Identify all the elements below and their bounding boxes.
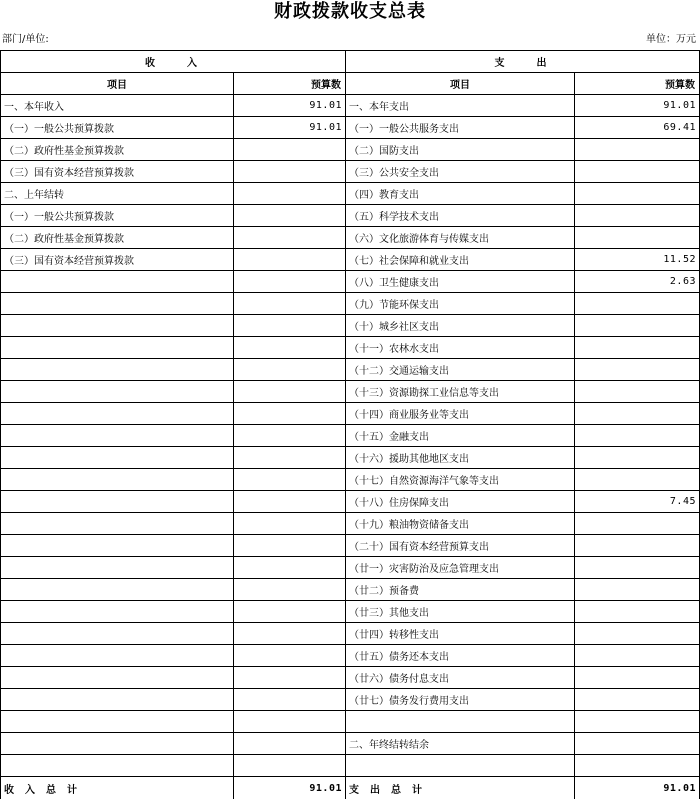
table-row	[1, 381, 700, 403]
expense-item-cell: （廿七）债务发行费用支出	[346, 689, 575, 711]
income-total-amount: 91.01	[234, 777, 346, 799]
income-amount-cell	[234, 293, 346, 315]
expense-item-cell: （十五）金融支出	[346, 425, 575, 447]
expense-amount-cell	[575, 623, 700, 645]
table-row	[1, 139, 700, 161]
table-row	[1, 337, 700, 359]
income-amount-cell	[234, 337, 346, 359]
table-row	[1, 579, 700, 601]
expense-amount-cell	[575, 337, 700, 359]
income-item-cell	[1, 689, 234, 711]
income-amount-cell	[234, 755, 346, 777]
table-row	[1, 293, 700, 315]
expense-amount-cell	[575, 227, 700, 249]
table-row	[1, 535, 700, 557]
income-amount-cell	[234, 557, 346, 579]
table-row	[1, 227, 700, 249]
income-item-cell	[1, 491, 234, 513]
income-item-cell	[1, 425, 234, 447]
income-item-cell	[1, 645, 234, 667]
expense-item-cell: （八）卫生健康支出	[346, 271, 575, 293]
table-row	[1, 711, 700, 733]
income-amount-cell	[234, 447, 346, 469]
table-row	[1, 513, 700, 535]
expense-item-cell: （六）文化旅游体育与传媒支出	[346, 227, 575, 249]
expense-amount-cell	[575, 755, 700, 777]
expense-amount-cell	[575, 601, 700, 623]
income-item-cell: （三）国有资本经营预算拨款	[1, 161, 234, 183]
income-amount-cell	[234, 579, 346, 601]
budget-summary-table	[0, 50, 700, 799]
income-item-cell	[1, 469, 234, 491]
income-amount-cell	[234, 733, 346, 755]
income-item-cell: （一）一般公共预算拨款	[1, 205, 234, 227]
income-amount-cell	[234, 359, 346, 381]
income-item-cell	[1, 359, 234, 381]
income-amount-cell	[234, 623, 346, 645]
table-row	[1, 733, 700, 755]
expense-item-cell: 一、本年支出	[346, 95, 575, 117]
table-row	[1, 491, 700, 513]
table-row	[1, 359, 700, 381]
expense-item-cell: （九）节能环保支出	[346, 293, 575, 315]
expense-item-cell: （四）教育支出	[346, 183, 575, 205]
income-item-cell: 二、上年结转	[1, 183, 234, 205]
expense-amount-cell	[575, 425, 700, 447]
expense-amount-cell	[575, 733, 700, 755]
expense-item-cell: （十九）粮油物资储备支出	[346, 513, 575, 535]
income-amount-cell	[234, 227, 346, 249]
income-item-cell: （三）国有资本经营预算拨款	[1, 249, 234, 271]
expense-item-cell: （七）社会保障和就业支出	[346, 249, 575, 271]
income-item-cell	[1, 601, 234, 623]
income-item-cell	[1, 733, 234, 755]
expense-amount-cell	[575, 139, 700, 161]
expense-amount-cell	[575, 667, 700, 689]
expense-item-cell: （二十）国有资本经营预算支出	[346, 535, 575, 557]
income-item-cell	[1, 315, 234, 337]
expense-amount-cell: 2.63	[575, 271, 700, 293]
income-amount-cell	[234, 315, 346, 337]
expense-amount-cell	[575, 579, 700, 601]
expense-item-cell: （十六）援助其他地区支出	[346, 447, 575, 469]
income-item-header: 项目	[1, 73, 234, 95]
expense-amount-cell	[575, 447, 700, 469]
expense-item-cell: （五）科学技术支出	[346, 205, 575, 227]
expense-item-cell: （十）城乡社区支出	[346, 315, 575, 337]
expense-amount-cell	[575, 183, 700, 205]
expense-budget-header: 预算数	[575, 73, 700, 95]
expense-item-cell: （一）一般公共服务支出	[346, 117, 575, 139]
expense-item-cell: （廿四）转移性支出	[346, 623, 575, 645]
table-row	[1, 271, 700, 293]
income-section-header: 收 入	[1, 51, 346, 73]
income-amount-cell	[234, 535, 346, 557]
expense-amount-cell	[575, 557, 700, 579]
column-header-row	[1, 73, 700, 95]
income-item-cell	[1, 667, 234, 689]
expense-amount-cell	[575, 359, 700, 381]
expense-item-cell: （三）公共安全支出	[346, 161, 575, 183]
table-row	[1, 447, 700, 469]
income-amount-cell	[234, 601, 346, 623]
total-row	[1, 777, 700, 799]
table-row	[1, 117, 700, 139]
income-amount-cell	[234, 667, 346, 689]
income-item-cell	[1, 403, 234, 425]
expense-item-cell	[346, 711, 575, 733]
table-row	[1, 403, 700, 425]
income-item-cell	[1, 381, 234, 403]
expense-item-cell: （十四）商业服务业等支出	[346, 403, 575, 425]
table-body	[1, 95, 700, 777]
expense-section-header: 支 出	[346, 51, 700, 73]
table-row	[1, 601, 700, 623]
income-total-label: 收入总计	[1, 777, 234, 799]
income-item-cell	[1, 513, 234, 535]
expense-item-cell	[346, 755, 575, 777]
expense-item-cell: （廿三）其他支出	[346, 601, 575, 623]
income-amount-cell	[234, 139, 346, 161]
income-amount-cell	[234, 183, 346, 205]
expense-amount-cell	[575, 469, 700, 491]
income-item-cell: （二）政府性基金预算拨款	[1, 139, 234, 161]
income-item-cell	[1, 755, 234, 777]
income-item-cell: （一）一般公共预算拨款	[1, 117, 234, 139]
income-amount-cell	[234, 425, 346, 447]
income-item-cell: 一、本年收入	[1, 95, 234, 117]
income-item-cell	[1, 337, 234, 359]
income-item-cell	[1, 293, 234, 315]
income-item-cell	[1, 579, 234, 601]
expense-item-cell: 二、年终结转结余	[346, 733, 575, 755]
expense-amount-cell	[575, 315, 700, 337]
expense-item-cell: （十三）资源勘探工业信息等支出	[346, 381, 575, 403]
department-label: 部门/单位:	[2, 34, 49, 45]
income-amount-cell: 91.01	[234, 117, 346, 139]
expense-item-cell: （二）国防支出	[346, 139, 575, 161]
table-row	[1, 689, 700, 711]
table-row	[1, 249, 700, 271]
expense-amount-cell	[575, 161, 700, 183]
income-amount-cell	[234, 381, 346, 403]
expense-amount-cell: 11.52	[575, 249, 700, 271]
income-amount-cell	[234, 161, 346, 183]
expense-total-amount: 91.01	[575, 777, 700, 799]
table-row	[1, 205, 700, 227]
table-row	[1, 667, 700, 689]
expense-amount-cell	[575, 205, 700, 227]
expense-item-cell: （廿二）预备费	[346, 579, 575, 601]
income-amount-cell	[234, 711, 346, 733]
table-row	[1, 95, 700, 117]
unit-label: 单位：万元	[646, 34, 696, 45]
expense-amount-cell: 7.45	[575, 491, 700, 513]
income-item-cell	[1, 623, 234, 645]
expense-amount-cell	[575, 403, 700, 425]
expense-item-cell: （十二）交通运输支出	[346, 359, 575, 381]
table-row	[1, 425, 700, 447]
income-item-cell	[1, 557, 234, 579]
table-row	[1, 161, 700, 183]
table-row	[1, 469, 700, 491]
income-budget-header: 预算数	[234, 73, 346, 95]
expense-amount-cell	[575, 381, 700, 403]
expense-amount-cell	[575, 645, 700, 667]
income-amount-cell	[234, 469, 346, 491]
expense-item-cell: （十七）自然资源海洋气象等支出	[346, 469, 575, 491]
section-header-row	[1, 51, 700, 73]
expense-item-header: 项目	[346, 73, 575, 95]
expense-item-cell: （廿五）债务还本支出	[346, 645, 575, 667]
expense-amount-cell	[575, 535, 700, 557]
income-amount-cell	[234, 689, 346, 711]
table-row	[1, 645, 700, 667]
income-amount-cell	[234, 271, 346, 293]
income-amount-cell	[234, 491, 346, 513]
expense-amount-cell	[575, 293, 700, 315]
expense-total-label: 支出总计	[346, 777, 575, 799]
expense-amount-cell: 69.41	[575, 117, 700, 139]
table-row	[1, 755, 700, 777]
table-row	[1, 557, 700, 579]
income-amount-cell: 91.01	[234, 95, 346, 117]
income-amount-cell	[234, 513, 346, 535]
expense-amount-cell	[575, 689, 700, 711]
income-amount-cell	[234, 205, 346, 227]
expense-item-cell: （廿一）灾害防治及应急管理支出	[346, 557, 575, 579]
income-amount-cell	[234, 249, 346, 271]
expense-item-cell: （十八）住房保障支出	[346, 491, 575, 513]
expense-amount-cell	[575, 711, 700, 733]
expense-amount-cell: 91.01	[575, 95, 700, 117]
expense-item-cell: （十一）农林水支出	[346, 337, 575, 359]
income-amount-cell	[234, 403, 346, 425]
page-title: 财政拨款收支总表	[274, 1, 426, 22]
income-item-cell	[1, 535, 234, 557]
income-item-cell	[1, 271, 234, 293]
table-row	[1, 315, 700, 337]
expense-item-cell: （廿六）债务付息支出	[346, 667, 575, 689]
table-row	[1, 183, 700, 205]
income-item-cell: （二）政府性基金预算拨款	[1, 227, 234, 249]
table-row	[1, 623, 700, 645]
income-amount-cell	[234, 645, 346, 667]
income-item-cell	[1, 711, 234, 733]
expense-amount-cell	[575, 513, 700, 535]
income-item-cell	[1, 447, 234, 469]
